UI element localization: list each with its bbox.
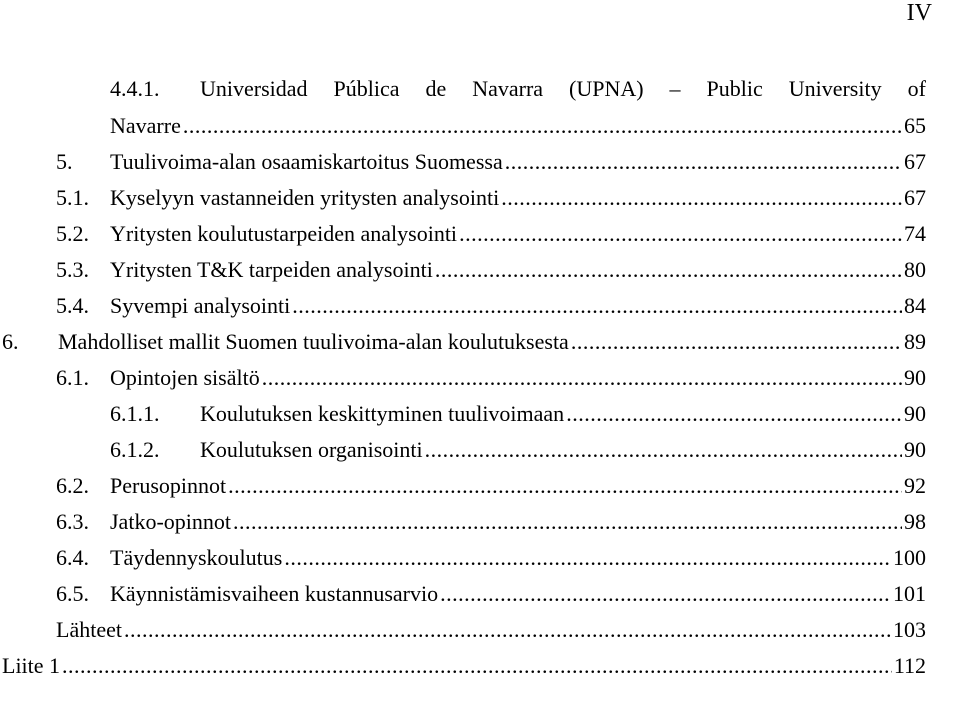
dot-leader: [435, 253, 902, 287]
toc-entry-title: Yritysten T&K tarpeiden analysointi: [110, 257, 433, 282]
dot-leader: [233, 505, 902, 539]
title-word: Universidad: [200, 76, 308, 101]
toc-entry-title: Liite 1: [2, 653, 61, 678]
toc-entry-title: Navarre: [110, 113, 181, 138]
dot-leader: [124, 613, 891, 647]
toc-entry-number: 6.1.: [56, 365, 89, 390]
toc-entry-5-2[interactable]: [0, 217, 960, 251]
toc-entry-title: Syvempi analysointi: [110, 293, 291, 318]
title-word: Public: [706, 76, 763, 101]
toc-entry-page: 74: [904, 221, 926, 246]
toc-entry-number: 5.3.: [56, 257, 89, 282]
toc-entry-page: 80: [904, 257, 926, 282]
title-word: University: [788, 76, 882, 101]
toc-entry-title: Koulutuksen organisointi: [200, 437, 423, 462]
toc-entry-6-5[interactable]: [0, 577, 960, 611]
toc-entry-number: 6.1.2.: [110, 437, 160, 462]
dot-leader: [228, 469, 902, 503]
toc-entry-page: 67: [904, 185, 926, 210]
toc-entry-page: 90: [904, 365, 926, 390]
toc-entry-lahteet[interactable]: [0, 613, 960, 647]
dot-leader: [183, 109, 902, 143]
dot-leader: [566, 397, 902, 431]
title-word: Navarra: [472, 76, 544, 101]
title-word: –: [669, 76, 681, 101]
toc-entry-6[interactable]: [0, 325, 960, 359]
title-word: (UPNA): [569, 76, 644, 101]
toc-entry-title: Perusopinnot: [110, 473, 227, 498]
toc-entry-page: 65: [904, 113, 926, 138]
toc-entry-number: 6.: [2, 329, 19, 354]
toc-entry-5-1[interactable]: [0, 181, 960, 215]
toc-entry-5-3[interactable]: [0, 253, 960, 287]
toc-entry-number: 6.4.: [56, 545, 89, 570]
dot-leader: [284, 541, 891, 575]
toc-entry-title: Koulutuksen keskittyminen tuulivoimaan: [200, 401, 565, 426]
toc-entry-title: Jatko-opinnot: [110, 509, 231, 534]
toc-entry-page: 67: [904, 149, 926, 174]
dot-leader: [501, 181, 902, 215]
toc-entry-title: Yritysten koulutustarpeiden analysointi: [110, 221, 458, 246]
toc-entry-page: 112: [893, 653, 926, 678]
dot-leader: [425, 433, 902, 467]
toc-entry-title: Opintojen sisältö: [110, 365, 260, 390]
title-word: de: [425, 76, 447, 101]
toc-entry-continuation[interactable]: [0, 109, 960, 143]
dot-leader: [62, 649, 892, 683]
toc-entry-page: 101: [893, 581, 926, 606]
dot-leader: [571, 325, 902, 359]
toc-entry-number: 5.: [56, 149, 73, 174]
toc-entry-title: Mahdolliset mallit Suomen tuulivoima-alan koulutuksesta: [58, 329, 569, 354]
toc-entry-title: Lähteet: [56, 617, 122, 642]
toc-entry-page: 84: [904, 293, 926, 318]
toc-entry-number: 5.4.: [56, 293, 89, 318]
page-number: IV: [906, 0, 932, 26]
toc-entry-number: 4.4.1.: [110, 76, 160, 101]
toc-entry-page: 100: [893, 545, 926, 570]
toc-entry-number: 5.2.: [56, 221, 89, 246]
toc-entry-6-1[interactable]: [0, 361, 960, 395]
toc-entry-6-4[interactable]: [0, 541, 960, 575]
toc-entry-6-2[interactable]: [0, 469, 960, 503]
toc-entry-title: Käynnistämisvaiheen kustannusarvio: [110, 581, 439, 606]
toc-entry-6-1-1[interactable]: [0, 397, 960, 431]
toc-entry-page: 92: [904, 473, 926, 498]
toc-entry-6-3[interactable]: [0, 505, 960, 539]
toc-entry-page: 103: [893, 617, 926, 642]
toc-entry-number: 6.2.: [56, 473, 89, 498]
dot-leader: [292, 289, 902, 323]
toc-entry-6-1-2[interactable]: [0, 433, 960, 467]
toc-entry-page: 90: [904, 437, 926, 462]
toc-entry-page: 98: [904, 509, 926, 534]
toc-entry-page: 90: [904, 401, 926, 426]
dot-leader: [262, 361, 902, 395]
toc-entry-liite-1[interactable]: [0, 649, 960, 683]
toc-entry-title: Tuulivoima-alan osaamiskartoitus Suomessa: [110, 149, 503, 174]
dot-leader: [505, 145, 902, 179]
title-word: of: [907, 76, 926, 101]
dot-leader: [459, 217, 902, 251]
toc-entry-number: 5.1.: [56, 185, 89, 210]
toc-entry-number: 6.1.1.: [110, 401, 160, 426]
toc-entry-number: 6.5.: [56, 581, 89, 606]
toc-entry-page: 89: [904, 329, 926, 354]
toc-entry-title-line: [200, 72, 926, 106]
toc-entry-5[interactable]: [0, 145, 960, 179]
toc-entry-number: 6.3.: [56, 509, 89, 534]
toc-entry-5-4[interactable]: [0, 289, 960, 323]
dot-leader: [440, 577, 891, 611]
toc-entry-title: Täydennyskoulutus: [110, 545, 283, 570]
title-word: Pública: [333, 76, 400, 101]
toc-entry-title: Kyselyyn vastanneiden yritysten analysointi: [110, 185, 500, 210]
